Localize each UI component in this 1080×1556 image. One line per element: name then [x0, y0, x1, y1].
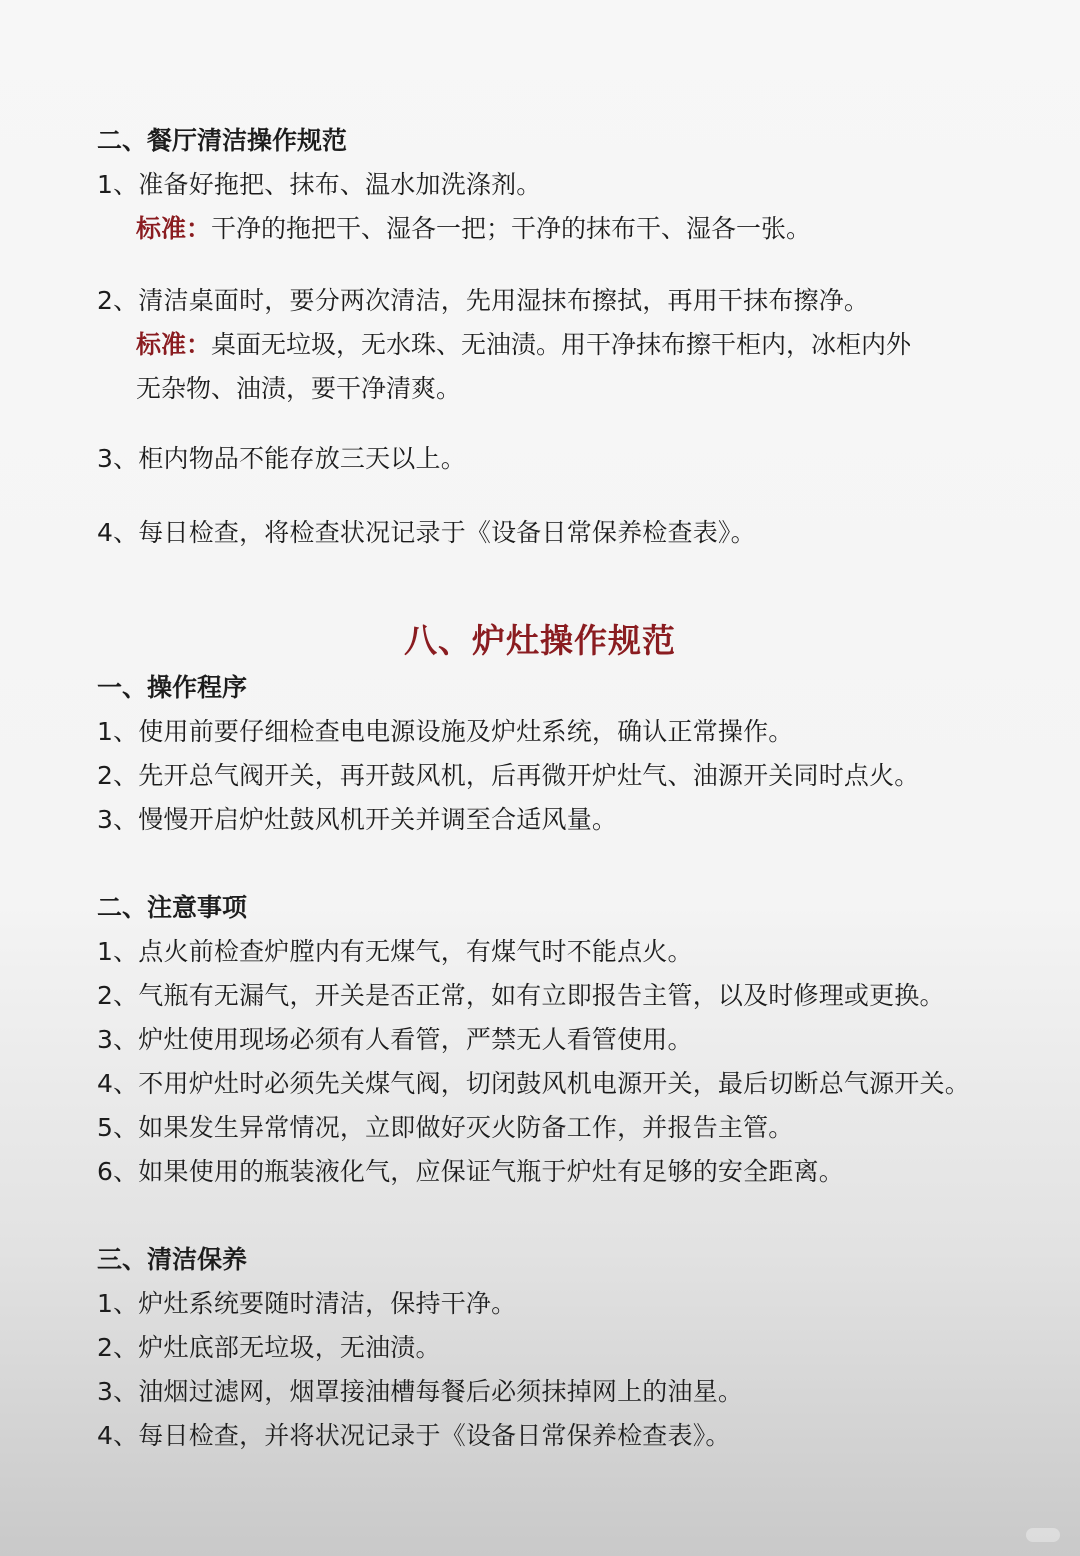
chapter-title: 八、炉灶操作规范 — [404, 621, 676, 660]
cleaning-item-1: 1、准备好拖把、抹布、温水加洗涤剂。 — [97, 170, 542, 199]
maintenance-item: 4、每日检查，并将状况记录于《设备日常保养检查表》。 — [97, 1421, 731, 1450]
watermark-badge — [1026, 1528, 1060, 1542]
standard-label: 标准： — [136, 214, 212, 243]
procedure-item: 1、使用前要仔细检查电电源设施及炉灶系统，确认正常操作。 — [97, 717, 794, 746]
standard-text: 干净的拖把干、湿各一把；干净的抹布干、湿各一张。 — [211, 214, 812, 243]
precaution-item: 1、点火前检查炉膛内有无煤气，有煤气时不能点火。 — [97, 937, 693, 966]
standard-label: 标准： — [136, 330, 212, 359]
precaution-item: 4、不用炉灶时必须先关煤气阀，切闭鼓风机电源开关，最后切断总气源开关。 — [97, 1069, 970, 1098]
section-heading-restaurant-cleaning: 二、餐厅清洁操作规范 — [97, 126, 348, 155]
section-heading-precautions: 二、注意事项 — [97, 893, 248, 922]
precaution-item: 6、如果使用的瓶装液化气，应保证气瓶于炉灶有足够的安全距离。 — [97, 1157, 844, 1186]
standard-text: 桌面无垃圾，无水珠、无油渍。用干净抹布擦干柜内，冰柜内外 — [211, 330, 912, 359]
cleaning-item-4: 4、每日检查，将检查状况记录于《设备日常保养检查表》。 — [97, 518, 756, 547]
precaution-item: 5、如果发生异常情况，立即做好灭火防备工作，并报告主管。 — [97, 1113, 794, 1142]
maintenance-item: 1、炉灶系统要随时清洁，保持干净。 — [97, 1289, 517, 1318]
maintenance-item: 3、油烟过滤网，烟罩接油槽每餐后必须抹掉网上的油星。 — [97, 1377, 744, 1406]
cleaning-item-3: 3、柜内物品不能存放三天以上。 — [97, 444, 466, 473]
cleaning-item-2: 2、清洁桌面时，要分两次清洁，先用湿抹布擦拭，再用干抹布擦净。 — [97, 286, 870, 315]
section-heading-operating-procedure: 一、操作程序 — [97, 673, 248, 702]
section-heading-cleaning-maintenance: 三、清洁保养 — [97, 1245, 248, 1274]
precaution-item: 2、气瓶有无漏气，开关是否正常，如有立即报告主管，以及时修理或更换。 — [97, 981, 945, 1010]
cleaning-standard-2 — [136, 329, 911, 361]
precaution-item: 3、炉灶使用现场必须有人看管，严禁无人看管使用。 — [97, 1025, 693, 1054]
cleaning-standard-2-continued: 无杂物、油渍，要干净清爽。 — [136, 374, 462, 403]
cleaning-standard-1 — [136, 213, 811, 245]
maintenance-item: 2、炉灶底部无垃圾，无油渍。 — [97, 1333, 441, 1362]
procedure-item: 3、慢慢开启炉灶鼓风机开关并调至合适风量。 — [97, 805, 618, 834]
procedure-item: 2、先开总气阀开关，再开鼓风机，后再微开炉灶气、油源开关同时点火。 — [97, 761, 920, 790]
